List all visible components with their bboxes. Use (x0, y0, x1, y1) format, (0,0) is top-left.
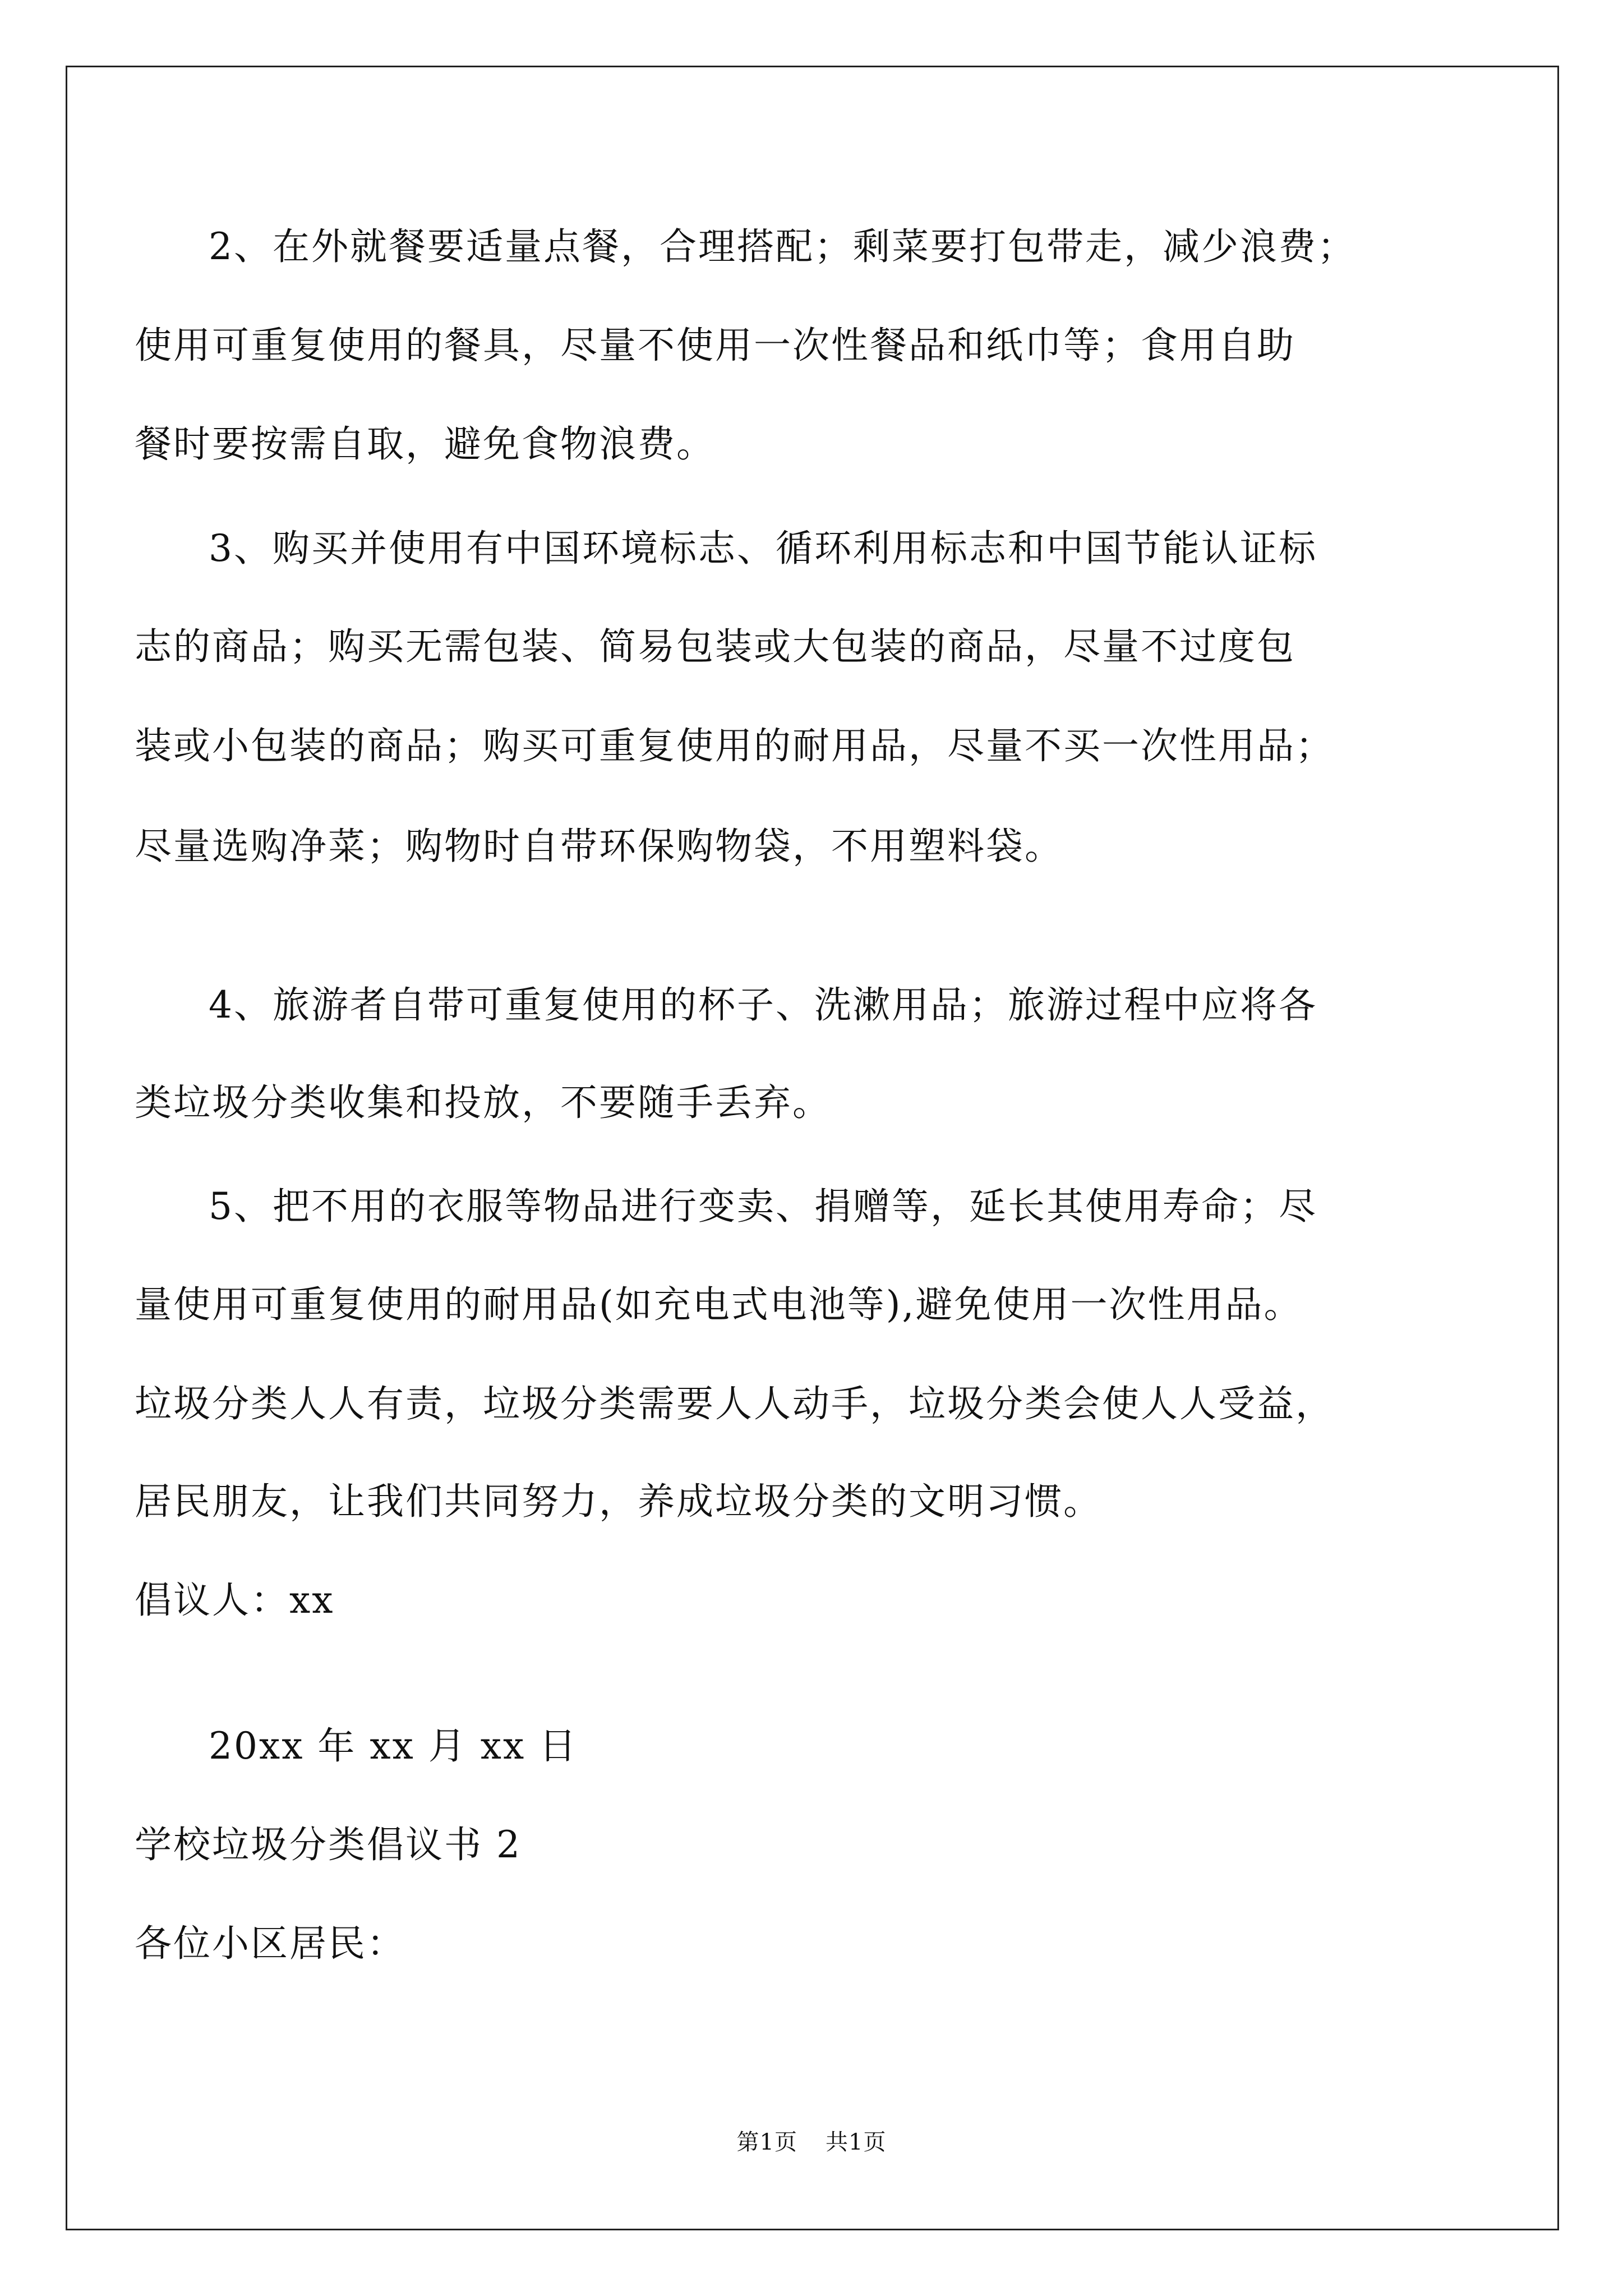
page-number-total: 共1页 (826, 2129, 887, 2155)
paragraph-2-line-3: 餐时要按需自取，避免食物浪费。 (135, 422, 715, 466)
paragraph-5-line-3: 垃圾分类人人有责，垃圾分类需要人人动手，垃圾分类会使人人受益， (135, 1382, 1334, 1425)
salutation-line: 各位小区居民： (135, 1922, 405, 1965)
initiator-line: 倡议人：xx (135, 1579, 335, 1622)
paragraph-3-line-1: 3、购买并使用有中国环境标志、循环利用标志和中国节能认证标 (209, 527, 1317, 570)
paragraph-4-line-2: 类垃圾分类收集和投放，不要随手丢弃。 (135, 1081, 831, 1124)
paragraph-2-line-1: 2、在外就餐要适量点餐，合理搭配；剩菜要打包带走，减少浪费； (209, 225, 1356, 268)
paragraph-5-line-2: 量使用可重复使用的耐用品(如充电式电池等),避免使用一次性用品。 (135, 1283, 1303, 1326)
paragraph-5-line-1: 5、把不用的衣服等物品进行变卖、捐赠等，延长其使用寿命；尽 (209, 1185, 1317, 1228)
paragraph-4-line-1: 4、旅游者自带可重复使用的杯子、洗漱用品；旅游过程中应将各 (209, 983, 1317, 1027)
paragraph-3-line-2: 志的商品；购买无需包装、简易包装或大包装的商品，尽量不过度包 (135, 625, 1295, 668)
paragraph-3-line-4: 尽量选购净菜；购物时自带环保购物袋，不用塑料袋。 (135, 825, 1063, 868)
section-title: 学校垃圾分类倡议书 2 (135, 1823, 522, 1866)
page-footer (0, 2128, 1623, 2156)
paragraph-3-line-3: 装或小包装的商品；购买可重复使用的耐用品，尽量不买一次性用品； (135, 724, 1334, 767)
paragraph-2-line-2: 使用可重复使用的餐具，尽量不使用一次性餐品和纸巾等；食用自助 (135, 324, 1295, 367)
paragraph-5-line-4: 居民朋友，让我们共同努力，养成垃圾分类的文明习惯。 (135, 1480, 1102, 1523)
page-border (66, 66, 1559, 2230)
page-number-current: 第1页 (736, 2129, 797, 2155)
date-line: 20xx 年 xx 月 xx 日 (209, 1724, 578, 1768)
